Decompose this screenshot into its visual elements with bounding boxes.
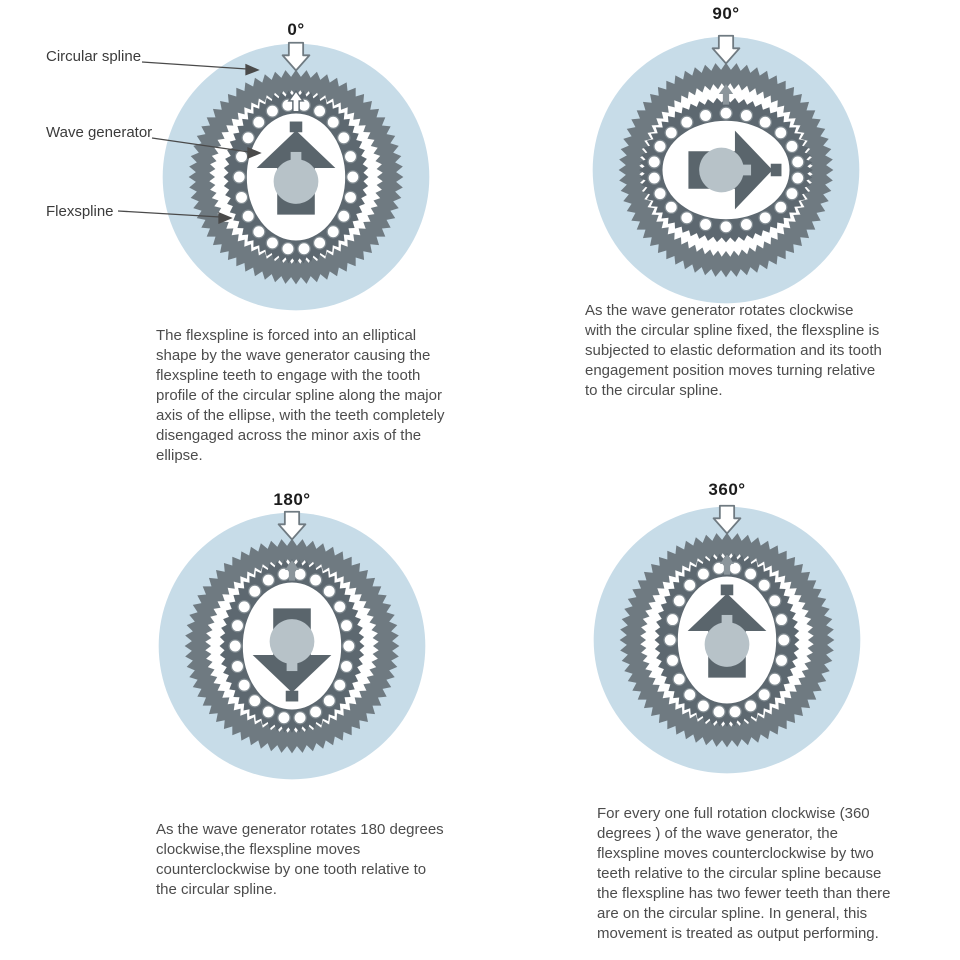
gear-diagram-180deg bbox=[156, 510, 428, 782]
label-wave-generator: Wave generator bbox=[46, 124, 153, 141]
description-360deg: For every one full rotation clockwise (360 degrees ) of the wave generator, the flexspline moves counterclockwise by two teeth relative to the circular spline because the flexspline has two fewer teeth than there are on the circular spline. In general, this movement is treated as output performing. bbox=[597, 805, 891, 942]
angle-label-360deg: 360° bbox=[708, 480, 746, 499]
description-0deg: The flexspline is forced into an elliptical shape by the wave generator causing the flexspline teeth to engage with the tooth profile of the circular spline along the major axis of the ellipse, with the teeth completely disengaged across the minor axis of the ellipse. bbox=[156, 327, 445, 464]
label-circular-spline: Circular spline bbox=[46, 48, 142, 65]
gear-diagram-360deg bbox=[591, 504, 863, 776]
gear-diagram-90deg bbox=[590, 34, 862, 306]
label-flexspline: Flexspline bbox=[46, 203, 114, 220]
angle-label-180deg: 180° bbox=[273, 490, 311, 509]
description-180deg: As the wave generator rotates 180 degrees clockwise,the flexspline moves counterclockwise by one tooth relative to the circular spline. bbox=[156, 821, 444, 898]
angle-label-0deg: 0° bbox=[287, 20, 305, 39]
angle-label-90deg: 90° bbox=[712, 4, 740, 23]
gear-diagram-0deg bbox=[160, 41, 432, 313]
description-90deg: As the wave generator rotates clockwise with the circular spline fixed, the flexspline is subjected to elastic deformation and its tooth engagement position moves turning relative to the circular spline. bbox=[585, 302, 882, 399]
